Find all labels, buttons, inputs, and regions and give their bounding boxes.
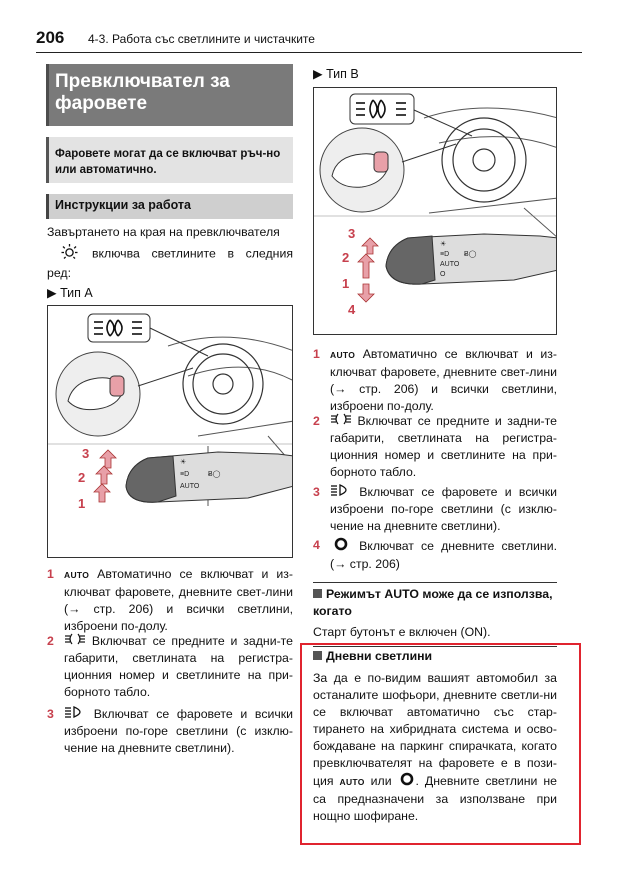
drl-icon [334,537,348,556]
svg-text:AUTO: AUTO [180,483,200,490]
auto-mode-text: Старт бутонът е включен (ON). [313,625,491,639]
chapter-title: 4-3. Работа със светлините и чистачките [88,32,315,46]
type-a-item-3: 3 Включват се фаровете и всички изброени по-горе светлини (с изклю-чение на дневните светлини). [47,707,293,756]
svg-text:≡D: ≡D [180,471,190,478]
drl-circle-icon [400,772,414,791]
drl-auto-icon: AUTO [339,776,365,787]
callout-b-4: 4 [348,302,356,317]
svg-text:Ƀ◯: Ƀ◯ [208,471,221,478]
figure-type-b [313,87,557,335]
auto-icon-b: AUTO [330,350,356,360]
page-title: Превключвател за фаровете [46,64,293,126]
intro-box: Фаровете могат да се включват ръч-но или автоматично. [46,137,293,183]
direction-arrows [94,450,116,502]
steering-wheel-b [442,118,526,202]
callout-b-2: 2 [342,250,350,265]
drl-text: За да е по-видим вашият автомобил за останалите шофьори, дневните светли-ни се включват автоматично със стар-тирането на хибридната система и осво-бождаване на паркинг спирачката, когато превключвателят на фаровете е в пози-ция AUTO или . Дневните светлини не са предназначени за използване при нощно шофиране. [313,671,557,823]
callout-a-2: 2 [78,470,86,485]
callout-a-1: 1 [78,496,86,511]
section-heading: Инструкции за работа [46,194,293,219]
lever-b [386,234,557,284]
svg-text:☀: ☀ [440,241,447,248]
type-b-label: ▶ Тип B [313,67,359,81]
svg-text:O: O [440,271,446,278]
type-a-illustration [48,306,293,558]
figure-type-a [47,305,293,558]
type-b-item-1: 1 AUTO Автоматично се включват и из-ключват фаровете, дневните свет-лини (→ стр. 206) и всички светлини, изброени по-долу. [313,347,557,413]
type-b-illustration [314,88,557,335]
callout-b-3: 3 [348,226,356,241]
header-rule [36,52,582,53]
auto-icon: AUTO [64,570,90,580]
type-a-item-1: 1 AUTO Автоматично се включват и из-ключват фаровете, дневните свет-лини (→ стр. 206) и всички светлини, изброени по-долу. [47,567,293,633]
light-sun-icon [61,243,78,265]
type-b-item-4: 4 Включват се дневните светлини. (→ стр. 206) [313,538,557,571]
drl-rule [313,646,557,647]
direction-arrows-b [358,238,378,302]
instructions-text: Завъртането на края на превключвателя включва светлините в следния ред: [47,225,293,280]
auto-mode-heading: Режимът AUTO може да се използва, когато [313,587,553,618]
type-a-item-2: 2 Включват се предните и задни-те габарити, светлината на регистра-ционния номер и светлините на при-борното табло. [47,634,293,700]
svg-text:AUTO: AUTO [440,261,460,268]
headlight-icon [64,706,86,723]
side-light-icon [64,633,86,650]
callout-a-3: 3 [82,446,90,461]
steering-wheel [183,344,263,424]
auto-mode-rule [313,582,557,583]
type-a-label: ▶ Тип А [47,286,93,300]
type-b-item-2: 2 Включват се предните и задни-те габарити, светлината на регистра-ционния номер и светлините на при-борното табло. [313,414,557,480]
drl-heading: Дневни светлини [313,648,557,665]
callout-b-1: 1 [342,276,350,291]
svg-text:≡D: ≡D [440,251,450,258]
type-b-item-3: 3 Включват се фаровете и всички изброени по-горе светлини (с изклю-чение на дневните светлини). [313,485,558,534]
page-number: 206 [36,28,65,47]
svg-text:Ƀ◯: Ƀ◯ [464,251,477,258]
svg-text:☀: ☀ [180,459,187,466]
side-light-icon-b [330,413,352,430]
headlight-icon-b [330,484,352,501]
